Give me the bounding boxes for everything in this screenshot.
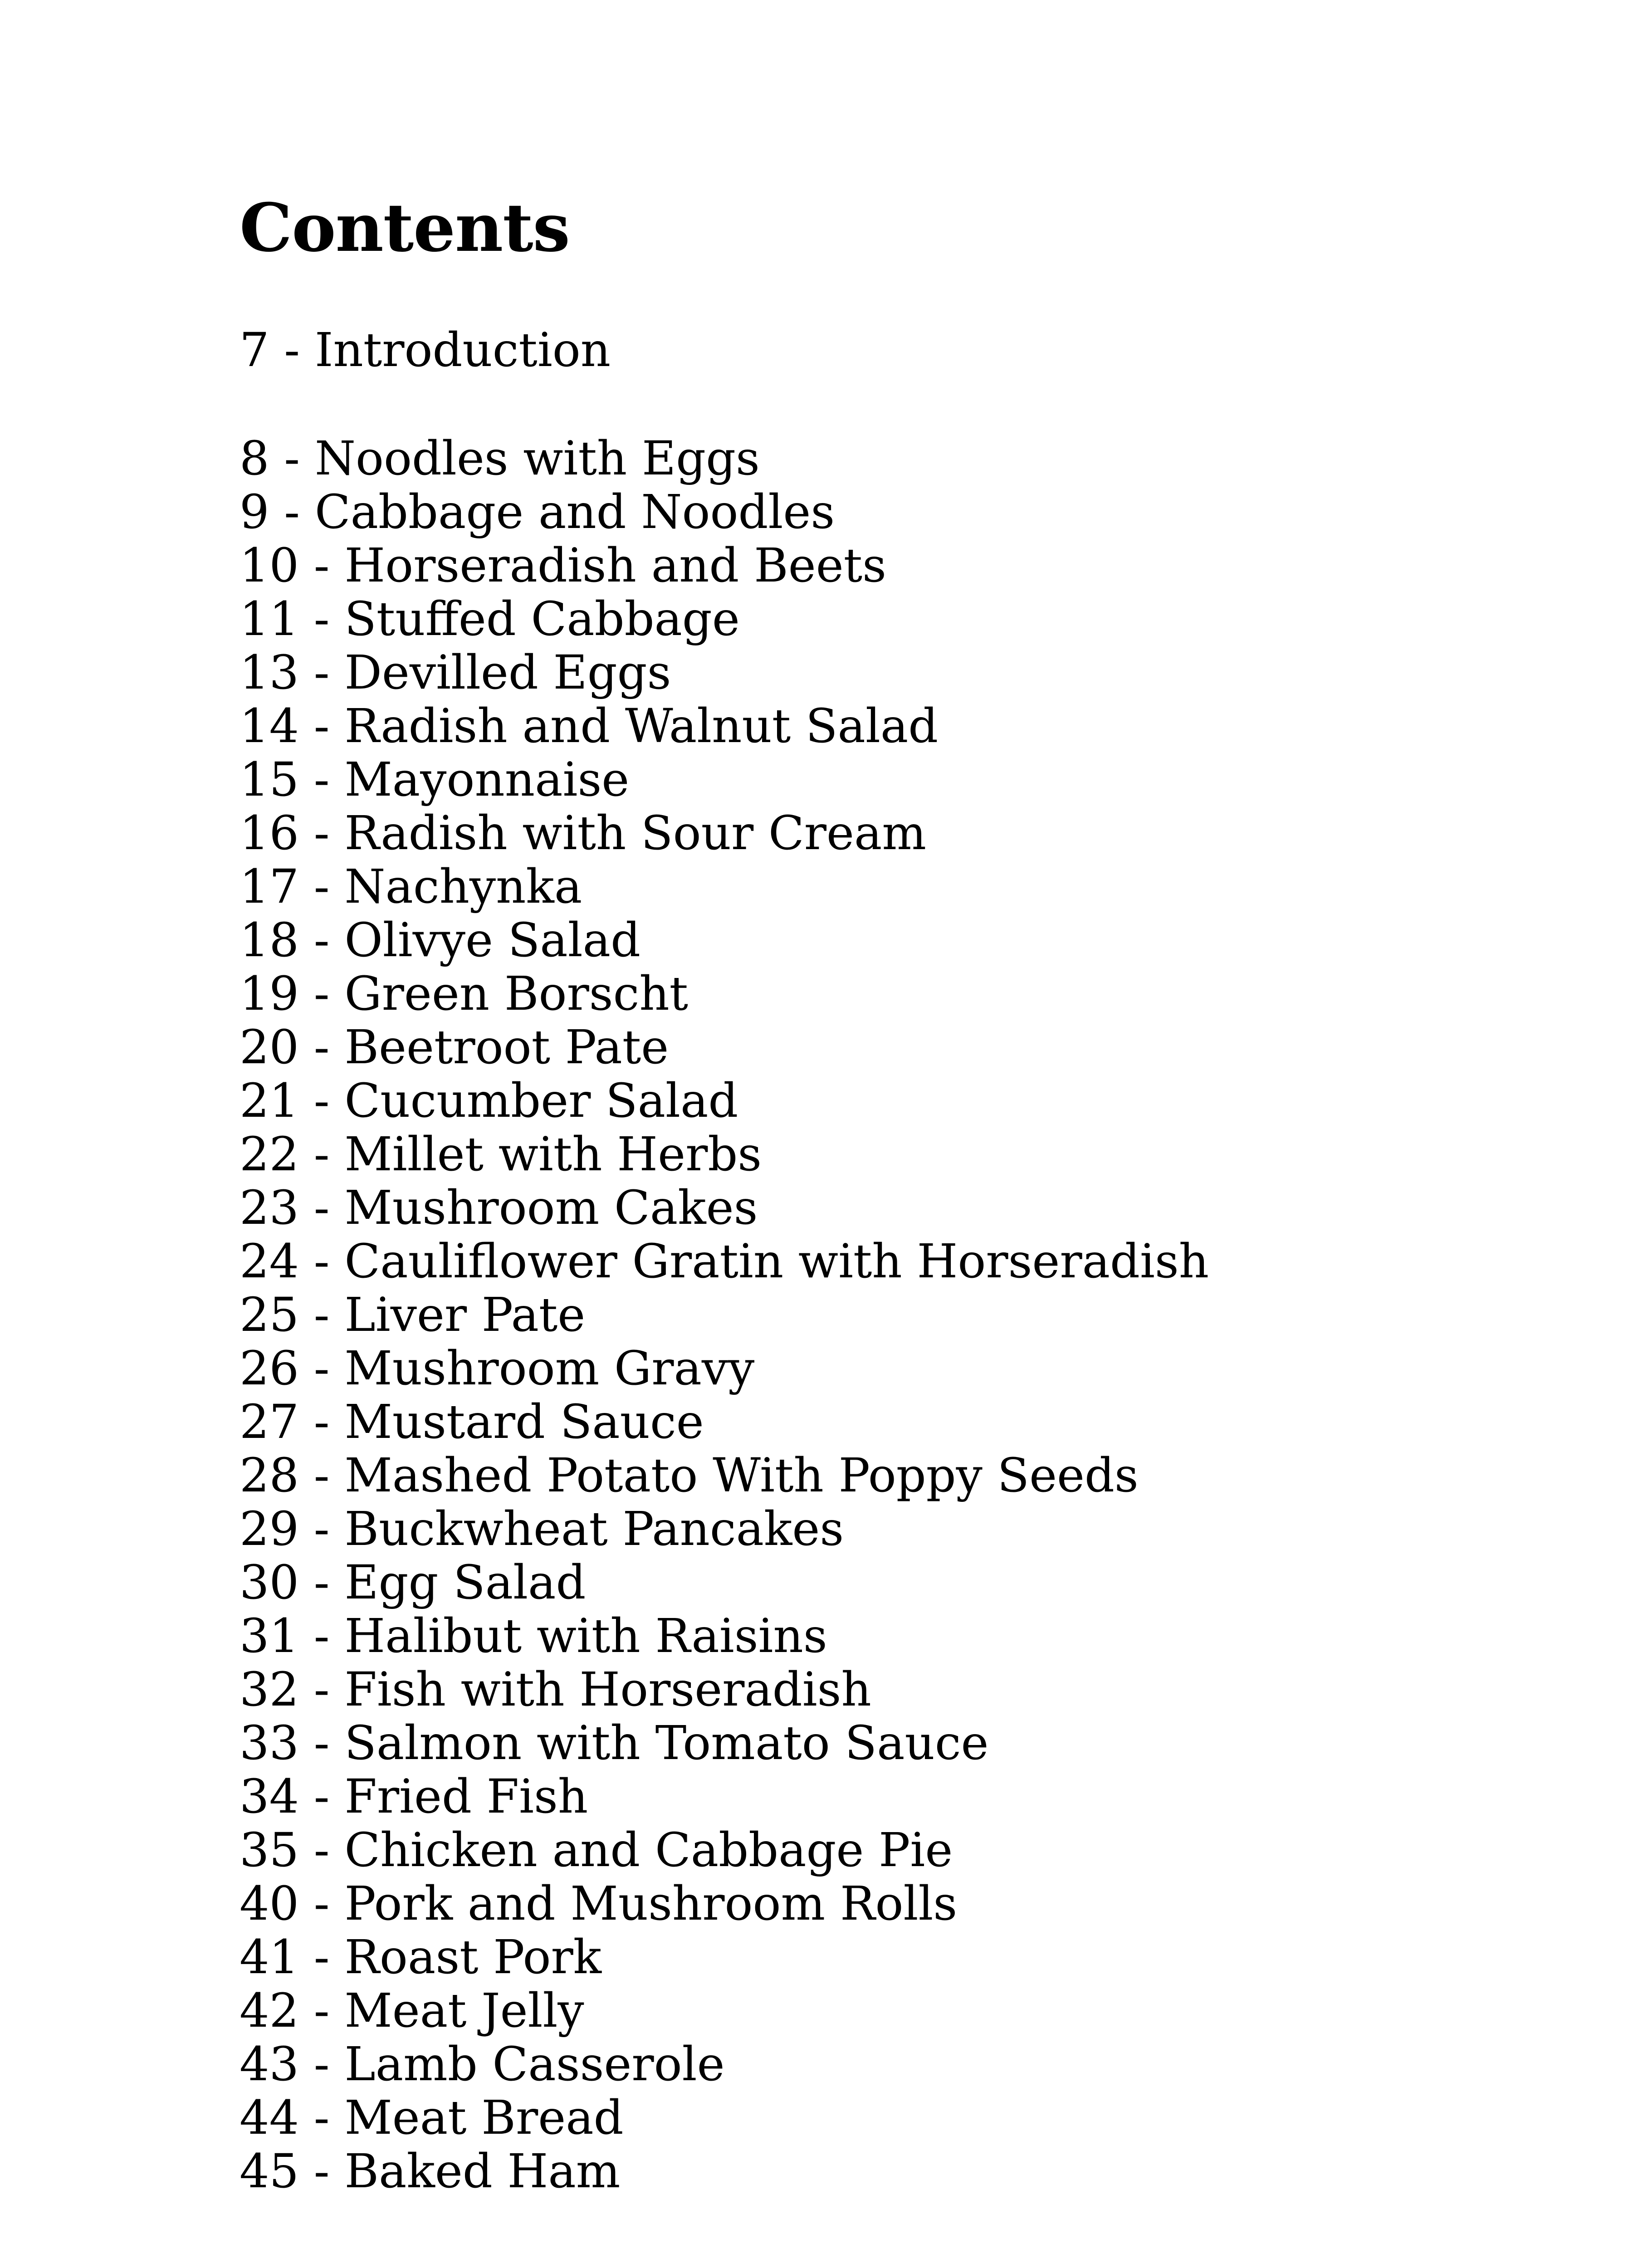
toc-entry: 9 - Cabbage and Noodles [240, 485, 835, 539]
toc-entry: 32 - Fish with Horseradish [240, 1662, 871, 1717]
toc-entry: 43 - Lamb Casserole [240, 2037, 725, 2092]
toc-entry: 27 - Mustard Sauce [240, 1395, 704, 1449]
toc-entry: 29 - Buckwheat Pancakes [240, 1502, 844, 1556]
toc-entry: 28 - Mashed Potato With Poppy Seeds [240, 1448, 1139, 1503]
toc-entry: 30 - Egg Salad [240, 1555, 586, 1610]
toc-entry: 42 - Meat Jelly [240, 1984, 584, 2038]
toc-entry: 24 - Cauliflower Gratin with Horseradish [240, 1234, 1209, 1289]
toc-entry: 25 - Liver Pate [240, 1288, 586, 1342]
toc-entry: 16 - Radish with Sour Cream [240, 806, 927, 860]
toc-entry: 41 - Roast Pork [240, 1930, 602, 1984]
table-of-contents [240, 323, 1555, 2198]
toc-entry: 34 - Fried Fish [240, 1769, 588, 1824]
page-title: Contents [240, 189, 570, 267]
toc-entry: 26 - Mushroom Gravy [240, 1341, 755, 1396]
toc-entry: 44 - Meat Bread [240, 2091, 624, 2145]
toc-entry: 35 - Chicken and Cabbage Pie [240, 1823, 953, 1877]
toc-entry: 33 - Salmon with Tomato Sauce [240, 1716, 989, 1770]
toc-entry: 18 - Olivye Salad [240, 913, 640, 968]
toc-entry: 45 - Baked Ham [240, 2144, 621, 2199]
toc-entry: 10 - Horseradish and Beets [240, 538, 886, 593]
toc-entry: 15 - Mayonnaise [240, 753, 630, 807]
toc-entry: 14 - Radish and Walnut Salad [240, 699, 939, 753]
toc-entry-introduction: 7 - Introduction [240, 323, 611, 377]
toc-entry: 23 - Mushroom Cakes [240, 1181, 758, 1235]
toc-entry: 13 - Devilled Eggs [240, 645, 671, 700]
toc-entry: 40 - Pork and Mushroom Rolls [240, 1877, 958, 1931]
toc-entry: 31 - Halibut with Raisins [240, 1609, 827, 1663]
toc-entry: 20 - Beetroot Pate [240, 1020, 669, 1075]
toc-entry: 22 - Millet with Herbs [240, 1127, 762, 1182]
toc-entry: 11 - Stuffed Cabbage [240, 592, 740, 646]
toc-entry: 21 - Cucumber Salad [240, 1074, 738, 1128]
toc-entry: 17 - Nachynka [240, 860, 582, 914]
toc-entry: 19 - Green Borscht [240, 967, 689, 1021]
toc-entry: 8 - Noodles with Eggs [240, 431, 760, 486]
